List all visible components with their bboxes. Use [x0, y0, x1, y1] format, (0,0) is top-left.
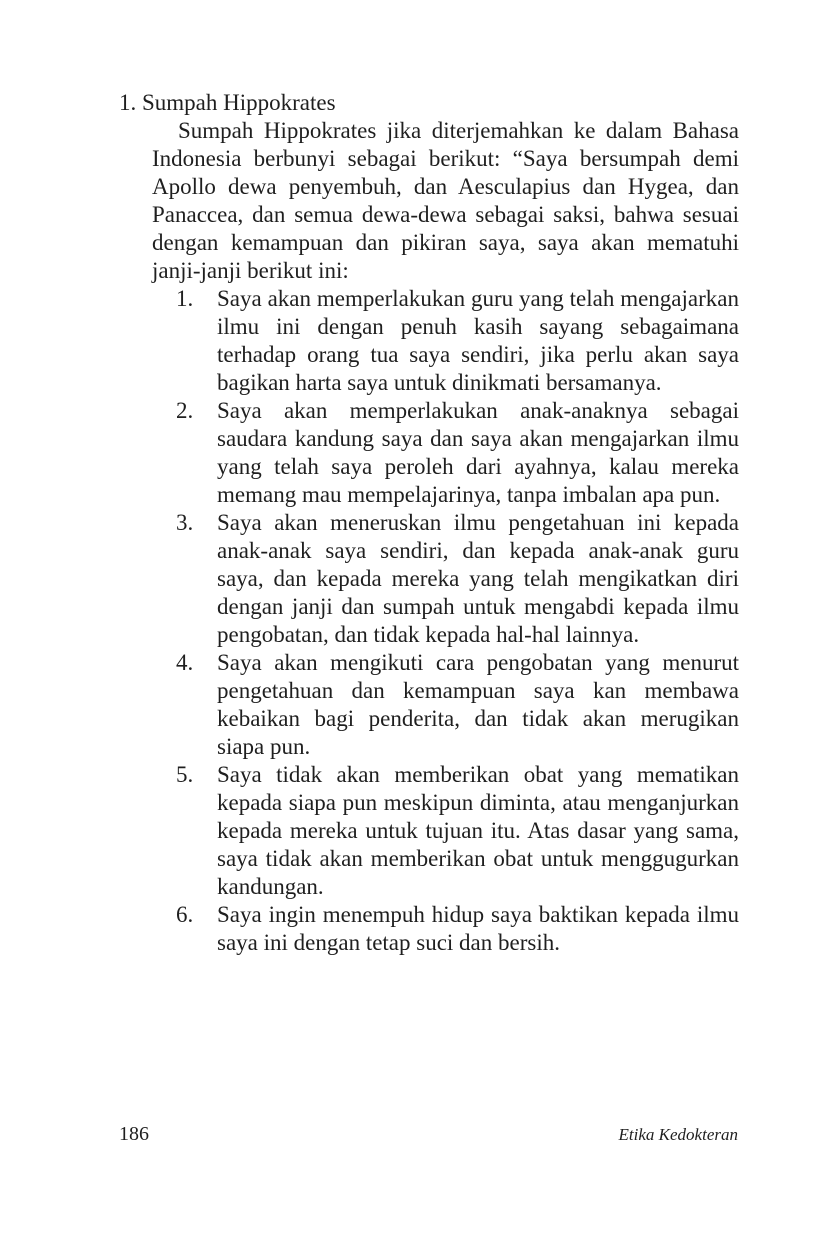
oath-item-2	[176, 397, 739, 509]
section-title: Sumpah Hippokrates	[142, 90, 336, 115]
oath-item-1	[176, 285, 739, 397]
oath-item-6	[176, 901, 739, 957]
oath-item-text: Saya akan memperlakukan anak-anaknya sebagai saudara kandung saya dan saya akan mengajarkan ilmu yang telah saya peroleh dari ayahnya, kalau mereka memang mau mempelajarinya, tanpa imbalan apa pun.	[217, 398, 739, 507]
oath-item-text: Saya akan mengikuti cara pengobatan yang menurut pengetahuan dan kemampuan saya kan membawa kebaikan bagi penderita, dan tidak akan merugikan siapa pun.	[217, 650, 739, 759]
page-content	[119, 88, 739, 957]
page-footer	[119, 1122, 738, 1147]
oath-item-text: Saya akan memperlakukan guru yang telah mengajarkan ilmu ini dengan penuh kasih sayang sebagaimana terhadap orang tua saya sendiri, jika perlu akan saya bagikan harta saya untuk dinikmati bersamanya.	[217, 286, 739, 395]
oath-item-number: 6.	[176, 902, 194, 927]
running-book-title: Etika Kedokteran	[618, 1125, 738, 1144]
oath-item-3	[176, 509, 739, 649]
oath-list	[119, 285, 739, 957]
oath-item-text: Saya tidak akan memberikan obat yang mematikan kepada siapa pun meskipun diminta, atau menganjurkan kepada mereka untuk tujuan itu. Atas dasar yang sama, saya tidak akan memberikan obat untuk menggugurkan kandungan.	[217, 762, 739, 899]
oath-item-text: Saya ingin menempuh hidup saya baktikan kepada ilmu saya ini dengan tetap suci dan bersih.	[217, 902, 739, 955]
oath-item-number: 1.	[176, 286, 194, 311]
oath-item-number: 5.	[176, 762, 194, 787]
oath-item-number: 3.	[176, 510, 194, 535]
section-heading	[119, 88, 739, 117]
oath-item-5	[176, 761, 739, 901]
page-number: 186	[119, 1123, 149, 1145]
section-number: 1.	[119, 90, 137, 115]
intro-paragraph: Sumpah Hippokrates jika diterjemahkan ke dalam Bahasa Indonesia berbunyi sebagai berikut: “Saya bersumpah demi Apollo dewa penyembuh, dan Aesculapius dan Hygea, dan Panaccea, dan semua dewa-dewa sebagai saksi, bahwa sesuai dengan kemampuan dan pikiran saya, saya akan mematuhi janji-janji berikut ini:	[152, 118, 739, 283]
oath-item-number: 4.	[176, 650, 194, 675]
oath-item-4	[176, 649, 739, 761]
oath-item-number: 2.	[176, 398, 194, 423]
oath-item-text: Saya akan meneruskan ilmu pengetahuan ini kepada anak-anak saya sendiri, dan kepada anak-anak guru saya, dan kepada mereka yang telah mengikatkan diri dengan janji dan sumpah untuk mengabdi kepada ilmu pengobatan, dan tidak kepada hal-hal lainnya.	[217, 510, 739, 647]
